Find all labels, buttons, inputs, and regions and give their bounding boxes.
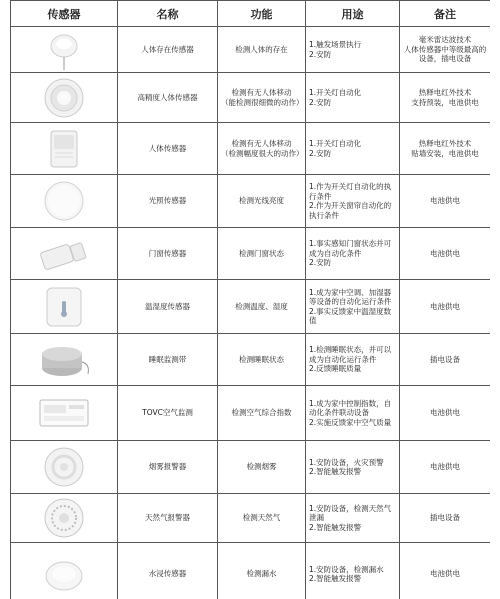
sensor-usage-cell: 1.开关灯自动化 2.安防 [306,73,400,123]
sensor-name-cell: TOVC空气监测 [118,386,218,441]
sensor-remarks-cell: 电池供电 [400,441,491,494]
table-row [11,334,491,386]
water-leak-sensor-icon [34,552,94,596]
table-row [11,280,491,334]
table-row [11,27,491,73]
table-row [11,441,491,494]
table-row [11,73,491,123]
sensor-remarks-cell: 插电设备 [400,494,491,543]
sensor-remarks-cell: 插电设备 [400,334,491,386]
sensor-name-cell: 人体存在传感器 [118,27,218,73]
table-row [11,123,491,175]
door-window-sensor-icon [34,232,94,276]
sensor-image-cell [11,441,118,494]
sensor-image-cell [11,386,118,441]
sensor-usage-cell: 1.触发场景执行 2.安防 [306,27,400,73]
sensor-remarks-cell: 电池供电 [400,175,491,228]
sensor-remarks-cell: 热释电红外技术 支持预装，电池供电 [400,73,491,123]
sensor-usage-cell: 1.安防设备，检测天然气泄漏 2.智能触发报警 [306,494,400,543]
sensor-name-cell: 光照传感器 [118,175,218,228]
sensor-name-cell: 门窗传感器 [118,228,218,280]
sensor-function-cell: 检测温度、湿度 [218,280,306,334]
smoke-alarm-icon [34,445,94,489]
sensor-name-cell: 睡眠监测带 [118,334,218,386]
sensor-usage-cell: 1.成为家中控制指数，自动化条件联动设备 2.实施反馈家中空气质量 [306,386,400,441]
sensor-image-cell [11,543,118,599]
sensor-name-cell: 高精度人体传感器 [118,73,218,123]
sensor-image-cell [11,228,118,280]
sensor-image-cell [11,175,118,228]
sensor-function-cell: 检测有无人体移动 （检测幅度很大的动作） [218,123,306,175]
table-row [11,494,491,543]
header-name: 名称 [118,1,218,27]
sensor-function-cell: 检测天然气 [218,494,306,543]
gas-alarm-icon [34,496,94,540]
sensor-usage-cell: 1.检测睡眠状态，并可以成为自动化运行条件 2.反馈睡眠质量 [306,334,400,386]
high-precision-motion-sensor-icon [34,76,94,120]
sensor-usage-cell: 1.作为开关灯自动化的执行条件 2.作为开关窗帘自动化的执行条件 [306,175,400,228]
sensor-image-cell [11,27,118,73]
table-row [11,386,491,441]
sensor-remarks-cell: 电池供电 [400,386,491,441]
sensor-usage-cell: 1.安防设备，火灾预警 2.智能触发报警 [306,441,400,494]
sensor-function-cell: 检测门窗状态 [218,228,306,280]
header-usage: 用途 [306,1,400,27]
presence-sensor-icon [34,28,94,72]
sensor-remarks-cell: 电池供电 [400,228,491,280]
header-function: 功能 [218,1,306,27]
sensor-image-cell [11,494,118,543]
sensor-usage-cell: 1.安防设备，检测漏水 2.智能触发报警 [306,543,400,599]
header-sensor: 传感器 [11,1,118,27]
sleep-band-icon [34,338,94,382]
sensor-remarks-cell: 电池供电 [400,280,491,334]
sensor-usage-cell: 1.成为家中空调、加湿器等设备的自动化运行条件 2.事实反馈家中温湿度数值 [306,280,400,334]
sensor-remarks-cell: 毫米雷达波技术 人体传感器中等级最高的设备，插电设备 [400,27,491,73]
sensor-function-cell: 检测烟雾 [218,441,306,494]
table-row [11,228,491,280]
sensor-name-cell: 水浸传感器 [118,543,218,599]
temperature-humidity-sensor-icon [34,285,94,329]
sensor-function-cell: 检测人体的存在 [218,27,306,73]
sensor-function-cell: 检测空气综合指数 [218,386,306,441]
sensor-usage-cell: 1.事实感知门窗状态并可成为自动化条件 2.安防 [306,228,400,280]
sensor-image-cell [11,73,118,123]
sensor-usage-cell: 1.开关灯自动化 2.安防 [306,123,400,175]
sensor-function-cell: 检测睡眠状态 [218,334,306,386]
sensor-table-sheet [10,0,490,599]
sensor-function-cell: 检测漏水 [218,543,306,599]
table-row [11,543,491,599]
tvoc-monitor-icon [34,391,94,435]
sensor-name-cell: 烟雾报警器 [118,441,218,494]
sensor-remarks-cell: 热释电红外技术 贴墙安装，电池供电 [400,123,491,175]
motion-sensor-icon [34,127,94,171]
sensor-function-cell: 检测光线亮度 [218,175,306,228]
sensor-name-cell: 温湿度传感器 [118,280,218,334]
table-header-row [11,1,491,27]
table-row [11,175,491,228]
header-remarks: 备注 [400,1,491,27]
sensor-remarks-cell: 电池供电 [400,543,491,599]
sensor-name-cell: 人体传感器 [118,123,218,175]
sensor-table [10,0,490,599]
sensor-image-cell [11,123,118,175]
sensor-image-cell [11,280,118,334]
sensor-image-cell [11,334,118,386]
light-sensor-icon [34,179,94,223]
sensor-function-cell: 检测有无人体移动 （能检测很细微的动作） [218,73,306,123]
sensor-name-cell: 天然气报警器 [118,494,218,543]
